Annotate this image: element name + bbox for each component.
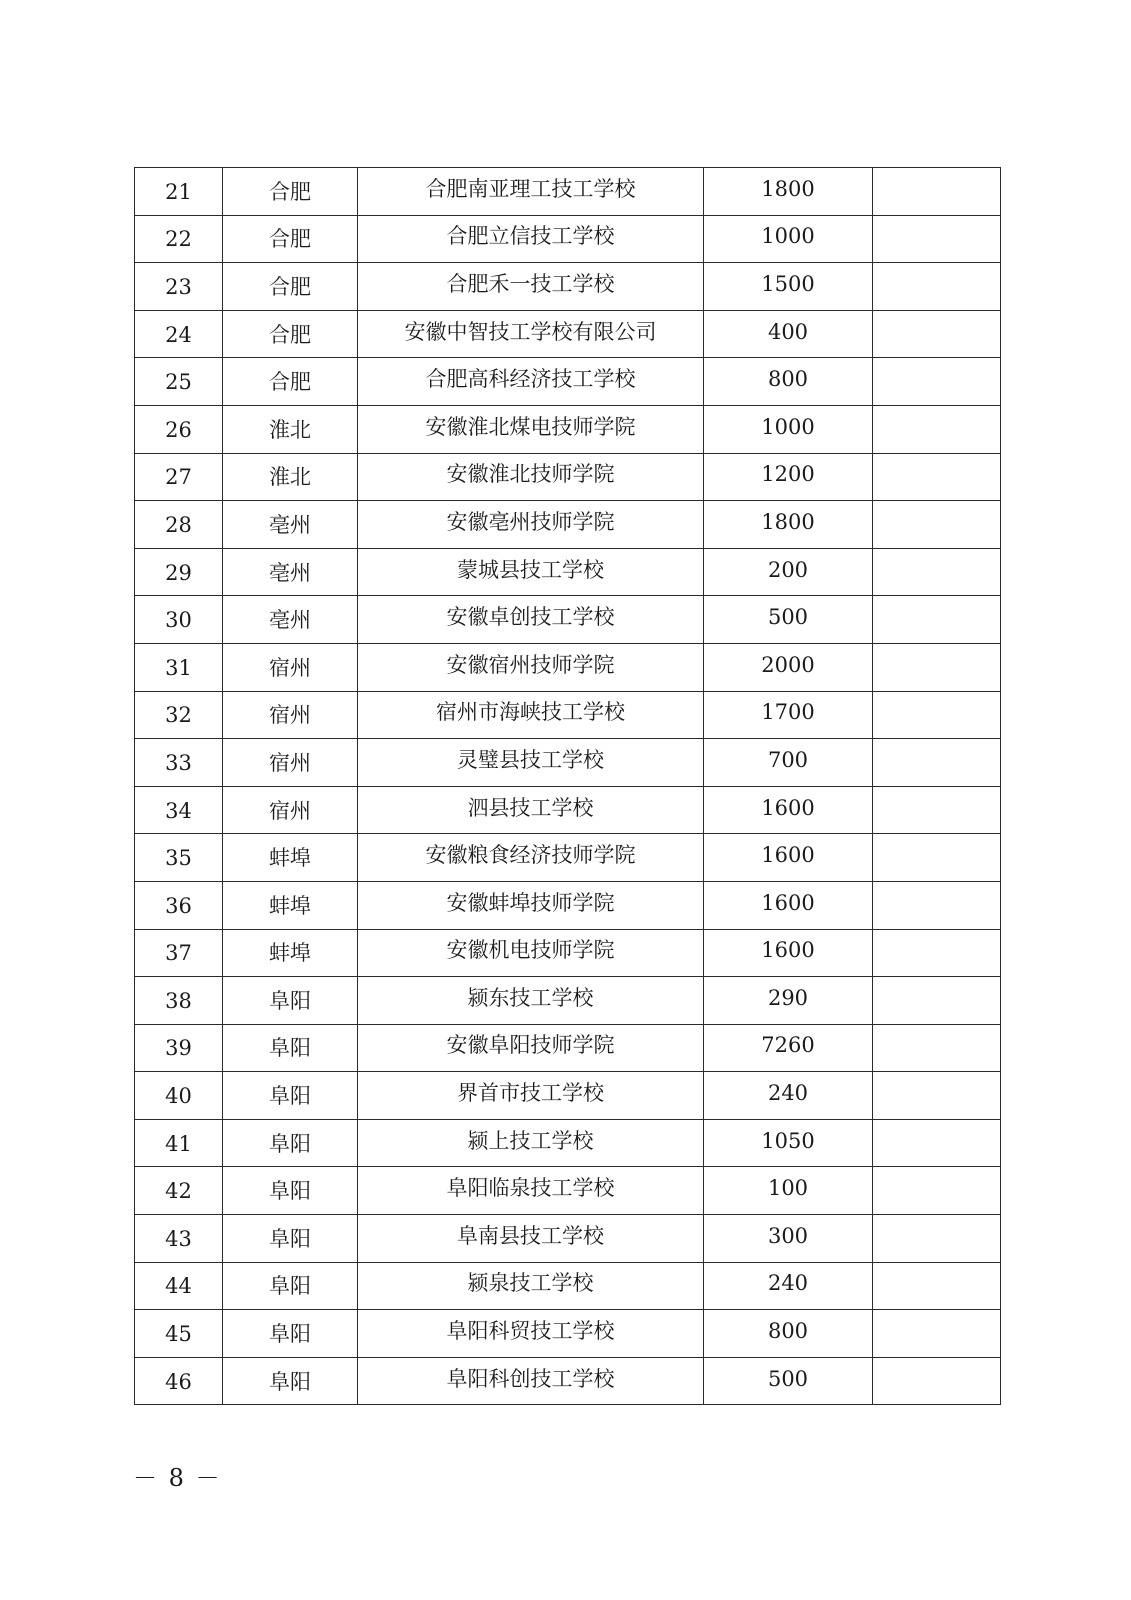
row-number-cell [135, 1024, 223, 1072]
city-cell [223, 215, 358, 263]
city-cell [223, 1072, 358, 1120]
city-cell-text: 合肥 [269, 274, 311, 299]
row-number-cell-text: 39 [165, 1036, 192, 1061]
city-cell-text: 亳州 [269, 608, 311, 633]
city-cell [223, 405, 358, 453]
enrollment-count-cell-text: 400 [767, 319, 809, 344]
city-cell-text: 淮北 [269, 417, 311, 442]
row-number-cell-text: 34 [165, 798, 192, 823]
city-cell-text: 阜阳 [269, 1179, 311, 1204]
row-number-cell [135, 881, 223, 929]
table-row [135, 358, 1001, 406]
note-cell [873, 643, 1001, 691]
row-number-cell [135, 310, 223, 358]
row-number-cell [135, 643, 223, 691]
school-name-cell [358, 548, 704, 596]
enrollment-count-cell [704, 501, 873, 549]
row-number-cell-text: 37 [165, 941, 192, 966]
row-number-cell-text: 38 [165, 988, 192, 1013]
city-cell-text: 阜阳 [269, 1036, 311, 1061]
row-number-cell [135, 596, 223, 644]
school-name-cell-text: 阜阳科贸技工学校 [446, 1319, 615, 1344]
enrollment-count-cell [704, 358, 873, 406]
row-number-cell-text: 25 [165, 370, 192, 395]
city-cell-text: 蚌埠 [269, 846, 311, 871]
city-cell [223, 1024, 358, 1072]
city-cell [223, 977, 358, 1025]
table-row [135, 929, 1001, 977]
city-cell-text: 亳州 [269, 560, 311, 585]
row-number-cell [135, 834, 223, 882]
school-name-cell [358, 1072, 704, 1120]
row-number-cell-text: 36 [165, 893, 192, 918]
school-name-cell [358, 1119, 704, 1167]
enrollment-count-cell-text: 1800 [761, 176, 815, 201]
note-cell [873, 1119, 1001, 1167]
enrollment-count-cell-text: 290 [767, 985, 809, 1010]
school-name-cell [358, 691, 704, 739]
enrollment-count-cell [704, 834, 873, 882]
city-cell-text: 亳州 [269, 512, 311, 537]
city-cell-text: 合肥 [269, 179, 311, 204]
row-number-cell [135, 405, 223, 453]
enrollment-count-cell-text: 1800 [761, 509, 815, 534]
row-number-cell [135, 786, 223, 834]
row-number-cell [135, 1072, 223, 1120]
row-number-cell [135, 691, 223, 739]
enrollment-count-cell [704, 739, 873, 787]
row-number-cell [135, 263, 223, 311]
row-number-cell-text: 26 [165, 417, 192, 442]
city-cell-text: 蚌埠 [269, 893, 311, 918]
school-name-cell-text: 合肥高科经济技工学校 [425, 367, 636, 392]
enrollment-count-cell [704, 215, 873, 263]
note-cell [873, 1215, 1001, 1263]
table-row [135, 405, 1001, 453]
note-cell [873, 501, 1001, 549]
enrollment-count-cell [704, 310, 873, 358]
school-name-cell [358, 643, 704, 691]
page-number: － 8 － [133, 1464, 222, 1492]
school-name-cell [358, 834, 704, 882]
city-cell [223, 929, 358, 977]
note-cell [873, 1310, 1001, 1358]
city-cell-text: 阜阳 [269, 1084, 311, 1109]
table-row [135, 548, 1001, 596]
city-cell [223, 501, 358, 549]
row-number-cell-text: 35 [165, 846, 192, 871]
row-number-cell-text: 33 [165, 750, 192, 775]
school-name-cell [358, 1310, 704, 1358]
enrollment-count-cell [704, 786, 873, 834]
row-number-cell [135, 215, 223, 263]
school-name-cell [358, 786, 704, 834]
enrollment-count-cell-text: 1600 [761, 890, 815, 915]
enrollment-count-cell [704, 881, 873, 929]
city-cell [223, 1262, 358, 1310]
row-number-cell-text: 22 [165, 227, 192, 252]
school-name-cell-text: 安徽淮北煤电技师学院 [425, 414, 636, 439]
note-cell [873, 596, 1001, 644]
table-row [135, 263, 1001, 311]
enrollment-count-cell-text: 2000 [761, 652, 815, 677]
table-row [135, 1262, 1001, 1310]
row-number-cell-text: 30 [165, 608, 192, 633]
enrollment-count-cell [704, 263, 873, 311]
city-cell-text: 蚌埠 [269, 941, 311, 966]
note-cell [873, 929, 1001, 977]
school-name-cell [358, 739, 704, 787]
table-row [135, 310, 1001, 358]
school-name-cell-text: 合肥南亚理工技工学校 [425, 176, 636, 201]
row-number-cell-text: 29 [165, 560, 192, 585]
school-name-cell-text: 安徽中智技工学校有限公司 [404, 319, 657, 344]
row-number-cell-text: 31 [165, 655, 192, 680]
city-cell-text: 宿州 [269, 798, 311, 823]
school-name-cell-text: 安徽宿州技师学院 [446, 652, 615, 677]
enrollment-count-cell [704, 168, 873, 216]
table-row [135, 1215, 1001, 1263]
school-name-cell [358, 596, 704, 644]
school-name-cell [358, 501, 704, 549]
school-name-cell [358, 1262, 704, 1310]
enrollment-count-cell-text: 1500 [761, 271, 815, 296]
table-row [135, 501, 1001, 549]
city-cell [223, 691, 358, 739]
school-name-cell-text: 安徽亳州技师学院 [446, 509, 615, 534]
note-cell [873, 215, 1001, 263]
enrollment-count-cell-text: 1600 [761, 795, 815, 820]
school-name-cell-text: 安徽机电技师学院 [446, 938, 615, 963]
table-row [135, 168, 1001, 216]
enrollment-count-cell [704, 1119, 873, 1167]
city-cell [223, 548, 358, 596]
school-name-cell-text: 安徽淮北技师学院 [446, 462, 615, 487]
city-cell [223, 358, 358, 406]
enrollment-count-cell-text: 7260 [761, 1033, 815, 1058]
school-name-cell-text: 灵璧县技工学校 [457, 747, 604, 772]
city-cell-text: 阜阳 [269, 1131, 311, 1156]
row-number-cell-text: 28 [165, 512, 192, 537]
table-row [135, 1119, 1001, 1167]
row-number-cell [135, 1262, 223, 1310]
city-cell [223, 1119, 358, 1167]
row-number-cell-text: 41 [165, 1131, 192, 1156]
enrollment-count-cell [704, 691, 873, 739]
school-name-cell-text: 阜阳临泉技工学校 [446, 1176, 615, 1201]
school-name-cell [358, 453, 704, 501]
school-name-cell [358, 1215, 704, 1263]
school-name-cell-text: 界首市技工学校 [457, 1081, 604, 1106]
enrollment-count-cell-text: 1600 [761, 843, 815, 868]
note-cell [873, 1024, 1001, 1072]
enrollment-count-cell [704, 1310, 873, 1358]
enrollment-count-cell-text: 100 [767, 1176, 809, 1201]
school-name-cell-text: 阜阳科创技工学校 [446, 1366, 615, 1391]
enrollment-count-cell-text: 500 [767, 1366, 809, 1391]
table-row [135, 786, 1001, 834]
table-row [135, 1024, 1001, 1072]
table-row [135, 691, 1001, 739]
city-cell [223, 310, 358, 358]
enrollment-count-cell [704, 548, 873, 596]
table-row [135, 881, 1001, 929]
enrollment-count-cell-text: 300 [767, 1223, 809, 1248]
school-name-cell [358, 929, 704, 977]
row-number-cell [135, 1357, 223, 1405]
enrollment-count-cell-text: 500 [767, 605, 809, 630]
city-cell [223, 263, 358, 311]
enrollment-count-cell [704, 596, 873, 644]
enrollment-count-cell-text: 1600 [761, 938, 815, 963]
note-cell [873, 1357, 1001, 1405]
city-cell [223, 453, 358, 501]
enrollment-count-cell-text: 240 [767, 1271, 809, 1296]
row-number-cell-text: 32 [165, 703, 192, 728]
enrollment-count-cell-text: 1700 [761, 700, 815, 725]
row-number-cell [135, 453, 223, 501]
row-number-cell [135, 929, 223, 977]
school-name-cell [358, 215, 704, 263]
city-cell-text: 合肥 [269, 322, 311, 347]
row-number-cell [135, 1119, 223, 1167]
city-cell [223, 1167, 358, 1215]
enrollment-count-cell [704, 643, 873, 691]
enrollment-count-cell [704, 1215, 873, 1263]
city-cell [223, 1357, 358, 1405]
enrollment-count-cell-text: 200 [767, 557, 809, 582]
enrollment-count-cell [704, 977, 873, 1025]
city-cell-text: 阜阳 [269, 1322, 311, 1347]
city-cell [223, 834, 358, 882]
row-number-cell [135, 1167, 223, 1215]
city-cell-text: 宿州 [269, 655, 311, 680]
note-cell [873, 739, 1001, 787]
note-cell [873, 168, 1001, 216]
note-cell [873, 263, 1001, 311]
city-cell [223, 643, 358, 691]
note-cell [873, 405, 1001, 453]
school-name-cell-text: 安徽粮食经济技师学院 [425, 843, 636, 868]
row-number-cell [135, 1215, 223, 1263]
city-cell-text: 淮北 [269, 465, 311, 490]
school-name-cell [358, 1167, 704, 1215]
note-cell [873, 1072, 1001, 1120]
row-number-cell-text: 44 [165, 1274, 192, 1299]
city-cell-text: 宿州 [269, 750, 311, 775]
row-number-cell-text: 21 [165, 179, 192, 204]
city-cell-text: 合肥 [269, 370, 311, 395]
table-row [135, 1072, 1001, 1120]
school-name-cell [358, 1024, 704, 1072]
school-name-cell-text: 宿州市海峡技工学校 [436, 700, 625, 725]
note-cell [873, 358, 1001, 406]
city-cell [223, 786, 358, 834]
enrollment-count-cell [704, 1167, 873, 1215]
note-cell [873, 453, 1001, 501]
school-name-cell-text: 合肥立信技工学校 [446, 224, 615, 249]
city-cell [223, 1310, 358, 1358]
enrollment-count-cell [704, 453, 873, 501]
enrollment-count-cell-text: 1200 [761, 462, 815, 487]
school-name-cell-text: 颍泉技工学校 [467, 1271, 594, 1296]
school-name-cell-text: 安徽卓创技工学校 [446, 605, 615, 630]
note-cell [873, 548, 1001, 596]
school-name-cell [358, 1357, 704, 1405]
school-name-cell-text: 颍东技工学校 [467, 985, 594, 1010]
school-name-cell-text: 安徽蚌埠技师学院 [446, 890, 615, 915]
school-name-cell-text: 蒙城县技工学校 [457, 557, 604, 582]
row-number-cell [135, 501, 223, 549]
row-number-cell-text: 46 [165, 1369, 192, 1394]
enrollment-count-cell-text: 800 [767, 1319, 809, 1344]
school-name-cell [358, 977, 704, 1025]
note-cell [873, 1262, 1001, 1310]
school-name-cell [358, 405, 704, 453]
table-row [135, 834, 1001, 882]
enrollment-count-cell-text: 240 [767, 1081, 809, 1106]
row-number-cell-text: 43 [165, 1226, 192, 1251]
enrollment-count-cell [704, 1072, 873, 1120]
table-row [135, 1357, 1001, 1405]
enrollment-count-cell-text: 1000 [761, 224, 815, 249]
school-name-cell-text: 颍上技工学校 [467, 1128, 594, 1153]
city-cell-text: 宿州 [269, 703, 311, 728]
note-cell [873, 310, 1001, 358]
note-cell [873, 691, 1001, 739]
row-number-cell [135, 358, 223, 406]
school-name-cell-text: 阜南县技工学校 [457, 1223, 604, 1248]
city-cell-text: 阜阳 [269, 988, 311, 1013]
city-cell-text: 阜阳 [269, 1274, 311, 1299]
row-number-cell-text: 27 [165, 465, 192, 490]
enrollment-count-cell [704, 929, 873, 977]
city-cell [223, 596, 358, 644]
city-cell-text: 阜阳 [269, 1226, 311, 1251]
school-name-cell-text: 泗县技工学校 [467, 795, 594, 820]
table-row [135, 1310, 1001, 1358]
table-row [135, 643, 1001, 691]
table-row [135, 596, 1001, 644]
school-name-cell [358, 881, 704, 929]
row-number-cell-text: 40 [165, 1084, 192, 1109]
row-number-cell-text: 42 [165, 1179, 192, 1204]
school-name-cell [358, 168, 704, 216]
school-name-cell [358, 310, 704, 358]
note-cell [873, 834, 1001, 882]
row-number-cell [135, 168, 223, 216]
city-cell [223, 881, 358, 929]
school-name-cell-text: 安徽阜阳技师学院 [446, 1033, 615, 1058]
enrollment-count-cell [704, 1024, 873, 1072]
enrollment-count-cell-text: 1000 [761, 414, 815, 439]
row-number-cell [135, 739, 223, 787]
note-cell [873, 977, 1001, 1025]
table-row [135, 977, 1001, 1025]
note-cell [873, 786, 1001, 834]
enrollment-count-cell [704, 1262, 873, 1310]
enrollment-count-cell-text: 800 [767, 367, 809, 392]
table-row [135, 453, 1001, 501]
row-number-cell-text: 23 [165, 274, 192, 299]
school-enrollment-table [134, 167, 1001, 1405]
school-name-cell [358, 263, 704, 311]
school-name-cell-text: 合肥禾一技工学校 [446, 271, 615, 296]
row-number-cell [135, 1310, 223, 1358]
enrollment-count-cell-text: 1050 [761, 1128, 815, 1153]
row-number-cell [135, 548, 223, 596]
note-cell [873, 881, 1001, 929]
city-cell [223, 168, 358, 216]
enrollment-count-cell [704, 1357, 873, 1405]
city-cell [223, 739, 358, 787]
school-name-cell [358, 358, 704, 406]
table-body [135, 168, 1001, 1405]
enrollment-count-cell [704, 405, 873, 453]
city-cell-text: 阜阳 [269, 1369, 311, 1394]
row-number-cell-text: 24 [165, 322, 192, 347]
note-cell [873, 1167, 1001, 1215]
city-cell-text: 合肥 [269, 227, 311, 252]
row-number-cell-text: 45 [165, 1322, 192, 1347]
table-row [135, 1167, 1001, 1215]
city-cell [223, 1215, 358, 1263]
enrollment-count-cell-text: 700 [767, 747, 809, 772]
row-number-cell [135, 977, 223, 1025]
table-row [135, 739, 1001, 787]
table-row [135, 215, 1001, 263]
